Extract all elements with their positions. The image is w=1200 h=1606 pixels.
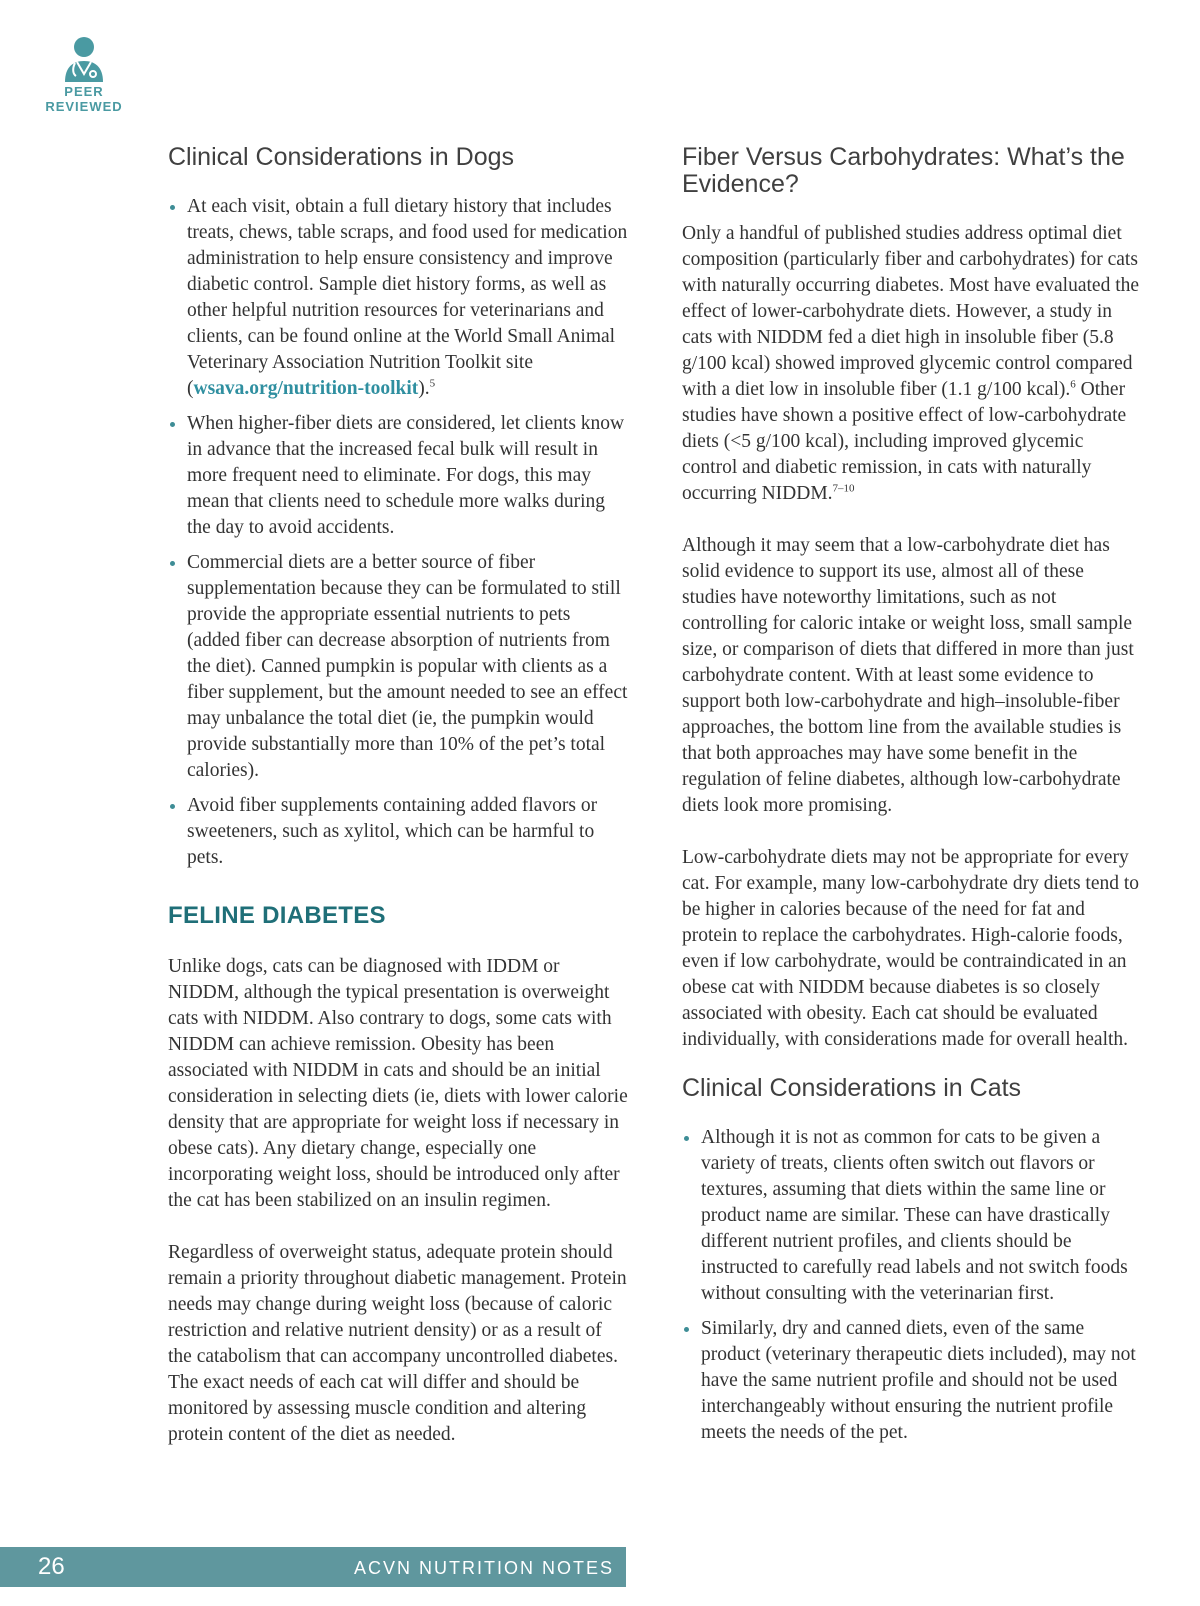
bullet-text-end: ). bbox=[418, 378, 430, 399]
reference-mark: 5 bbox=[429, 377, 436, 390]
peer-reviewed-badge bbox=[36, 34, 132, 114]
doctor-icon bbox=[61, 34, 107, 84]
right-column bbox=[682, 144, 1142, 1455]
list-item: Similarly, dry and canned diets, even of the same product (veterinary therapeutic diets included), may not have the same nutrient profile and should not be used interchangeably without ensuring the nutrient profile meets the needs of the pet. bbox=[682, 1316, 1142, 1446]
feline-paragraph-1: Unlike dogs, cats can be diagnosed with IDDM or NIDDM, although the typical presentation is overweight cats with NIDDM. Also contrary to dogs, some cats with NIDDM can achieve remission. Obesity has been associated with NIDDM in cats and should be an initial consideration in selecting diets (ie, diets with lower calorie density that are appropriate for weight loss if necessary in obese cats). Any dietary change, especially one incorporating weight loss, should be introduced only after the cat has been stabilized on an insulin regimen. bbox=[168, 956, 628, 1211]
list-item: Avoid fiber supplements containing added flavors or sweeteners, such as xylitol, which can be harmful to pets. bbox=[168, 793, 628, 871]
page-number: 26 bbox=[38, 1553, 65, 1580]
fiber-text-b: Other studies have shown a positive effect of low-carbohydrate diets (<5 g/100 kcal), including improved glycemic control and diabetic remission, in cats with naturally occurring NIDDM. bbox=[682, 379, 1127, 504]
list-item bbox=[168, 194, 628, 402]
publication-title: ACVN NUTRITION NOTES bbox=[353, 1558, 614, 1578]
heading-feline-diabetes: FELINE DIABETES bbox=[168, 902, 386, 929]
dog-bullet-list bbox=[168, 194, 628, 871]
heading-clinical-cats: Clinical Considerations in Cats bbox=[682, 1074, 1022, 1102]
fiber-paragraph-2: Although it may seem that a low-carbohydrate diet has solid evidence to support its use, almost all of these studies have noteworthy limitations, such as not controlling for caloric intake or weight loss, small sample size, or comparison of diets that differed in more than just carbohydrate content. With at least some evidence to support both low-carbohydrate and high–insoluble-fiber approaches, the bottom line from the available studies is that both approaches may have some benefit in the regulation of feline diabetes, although low-carbohydrate diets look more promising. bbox=[682, 535, 1134, 816]
left-column bbox=[168, 144, 628, 1448]
list-item: Although it is not as common for cats to be given a variety of treats, clients often switch out flavors or textures, assuming that diets within the same line or product name are similar. These can have drastically different nutrient profiles, and clients should be instructed to carefully read labels and not switch foods without consulting with the veterinarian first. bbox=[682, 1125, 1142, 1307]
footer-bar bbox=[0, 1547, 626, 1587]
heading-clinical-dogs: Clinical Considerations in Dogs bbox=[168, 143, 514, 171]
fiber-text-a: Only a handful of published studies address optimal diet composition (particularly fiber and carbohydrates) for cats with naturally occurring diabetes. Most have evaluated the effect of lower-carbohydrate diets. However, a study in cats with NIDDM fed a diet high in insoluble fiber (5.8 g/100 kcal) showed improved glycemic control compared with a diet low in insoluble fiber (1.1 g/100 kcal). bbox=[682, 223, 1140, 400]
badge-line-2: REVIEWED bbox=[45, 99, 123, 114]
fiber-paragraph-1 bbox=[682, 221, 1142, 507]
list-item: Commercial diets are a better source of fiber supplementation because they can be formulated to still provide the appropriate essential nutrients to pets (added fiber can decrease absorption of nutrients from the diet). Canned pumpkin is popular with clients as a fiber supplement, but the amount needed to see an effect may unbalance the total diet (ie, the pumpkin would provide substantially more than 10% of the pet’s total calories). bbox=[168, 550, 628, 784]
wsava-link[interactable]: wsava.org/nutrition-toolkit bbox=[193, 378, 419, 399]
badge-line-1: PEER bbox=[64, 84, 104, 99]
feline-paragraph-2: Regardless of overweight status, adequate protein should remain a priority throughout diabetic management. Protein needs may change during weight loss (because of caloric restriction and relative nutrient density) or as a result of the catabolism that can accompany uncontrolled diabetes. The exact needs of each cat will differ and should be monitored by assessing muscle condition and altering protein content of the diet as needed. bbox=[168, 1242, 627, 1445]
cat-bullet-list bbox=[682, 1125, 1142, 1446]
reference-mark: 7–10 bbox=[832, 482, 855, 495]
fiber-paragraph-3: Low-carbohydrate diets may not be appropriate for every cat. For example, many low-carbohydrate dry diets tend to be higher in calories because of the need for fat and protein to replace the carbohydrates. High-calorie foods, even if low carbohydrate, would be contraindicated in an obese cat with NIDDM because diabetes is so closely associated with obesity. Each cat should be evaluated individually, with considerations made for overall health. bbox=[682, 847, 1140, 1050]
list-item: When higher-fiber diets are considered, let clients know in advance that the increased fecal bulk will result in more frequent need to eliminate. For dogs, this may mean that clients need to schedule more walks during the day to avoid accidents. bbox=[168, 411, 628, 541]
reference-mark: 6 bbox=[1070, 378, 1076, 391]
bullet-text: At each visit, obtain a full dietary history that includes treats, chews, table scraps, and food used for medication administration to help ensure consistency and improve diabetic control. Sample diet history forms, as well as other helpful nutrition resources for veterinarians and clients, can be found online at the World Small Animal Veterinary Association Nutrition Toolkit site ( bbox=[187, 196, 628, 399]
heading-fiber-vs-carbs: Fiber Versus Carbohydrates: What’s the Evidence? bbox=[682, 143, 1125, 198]
